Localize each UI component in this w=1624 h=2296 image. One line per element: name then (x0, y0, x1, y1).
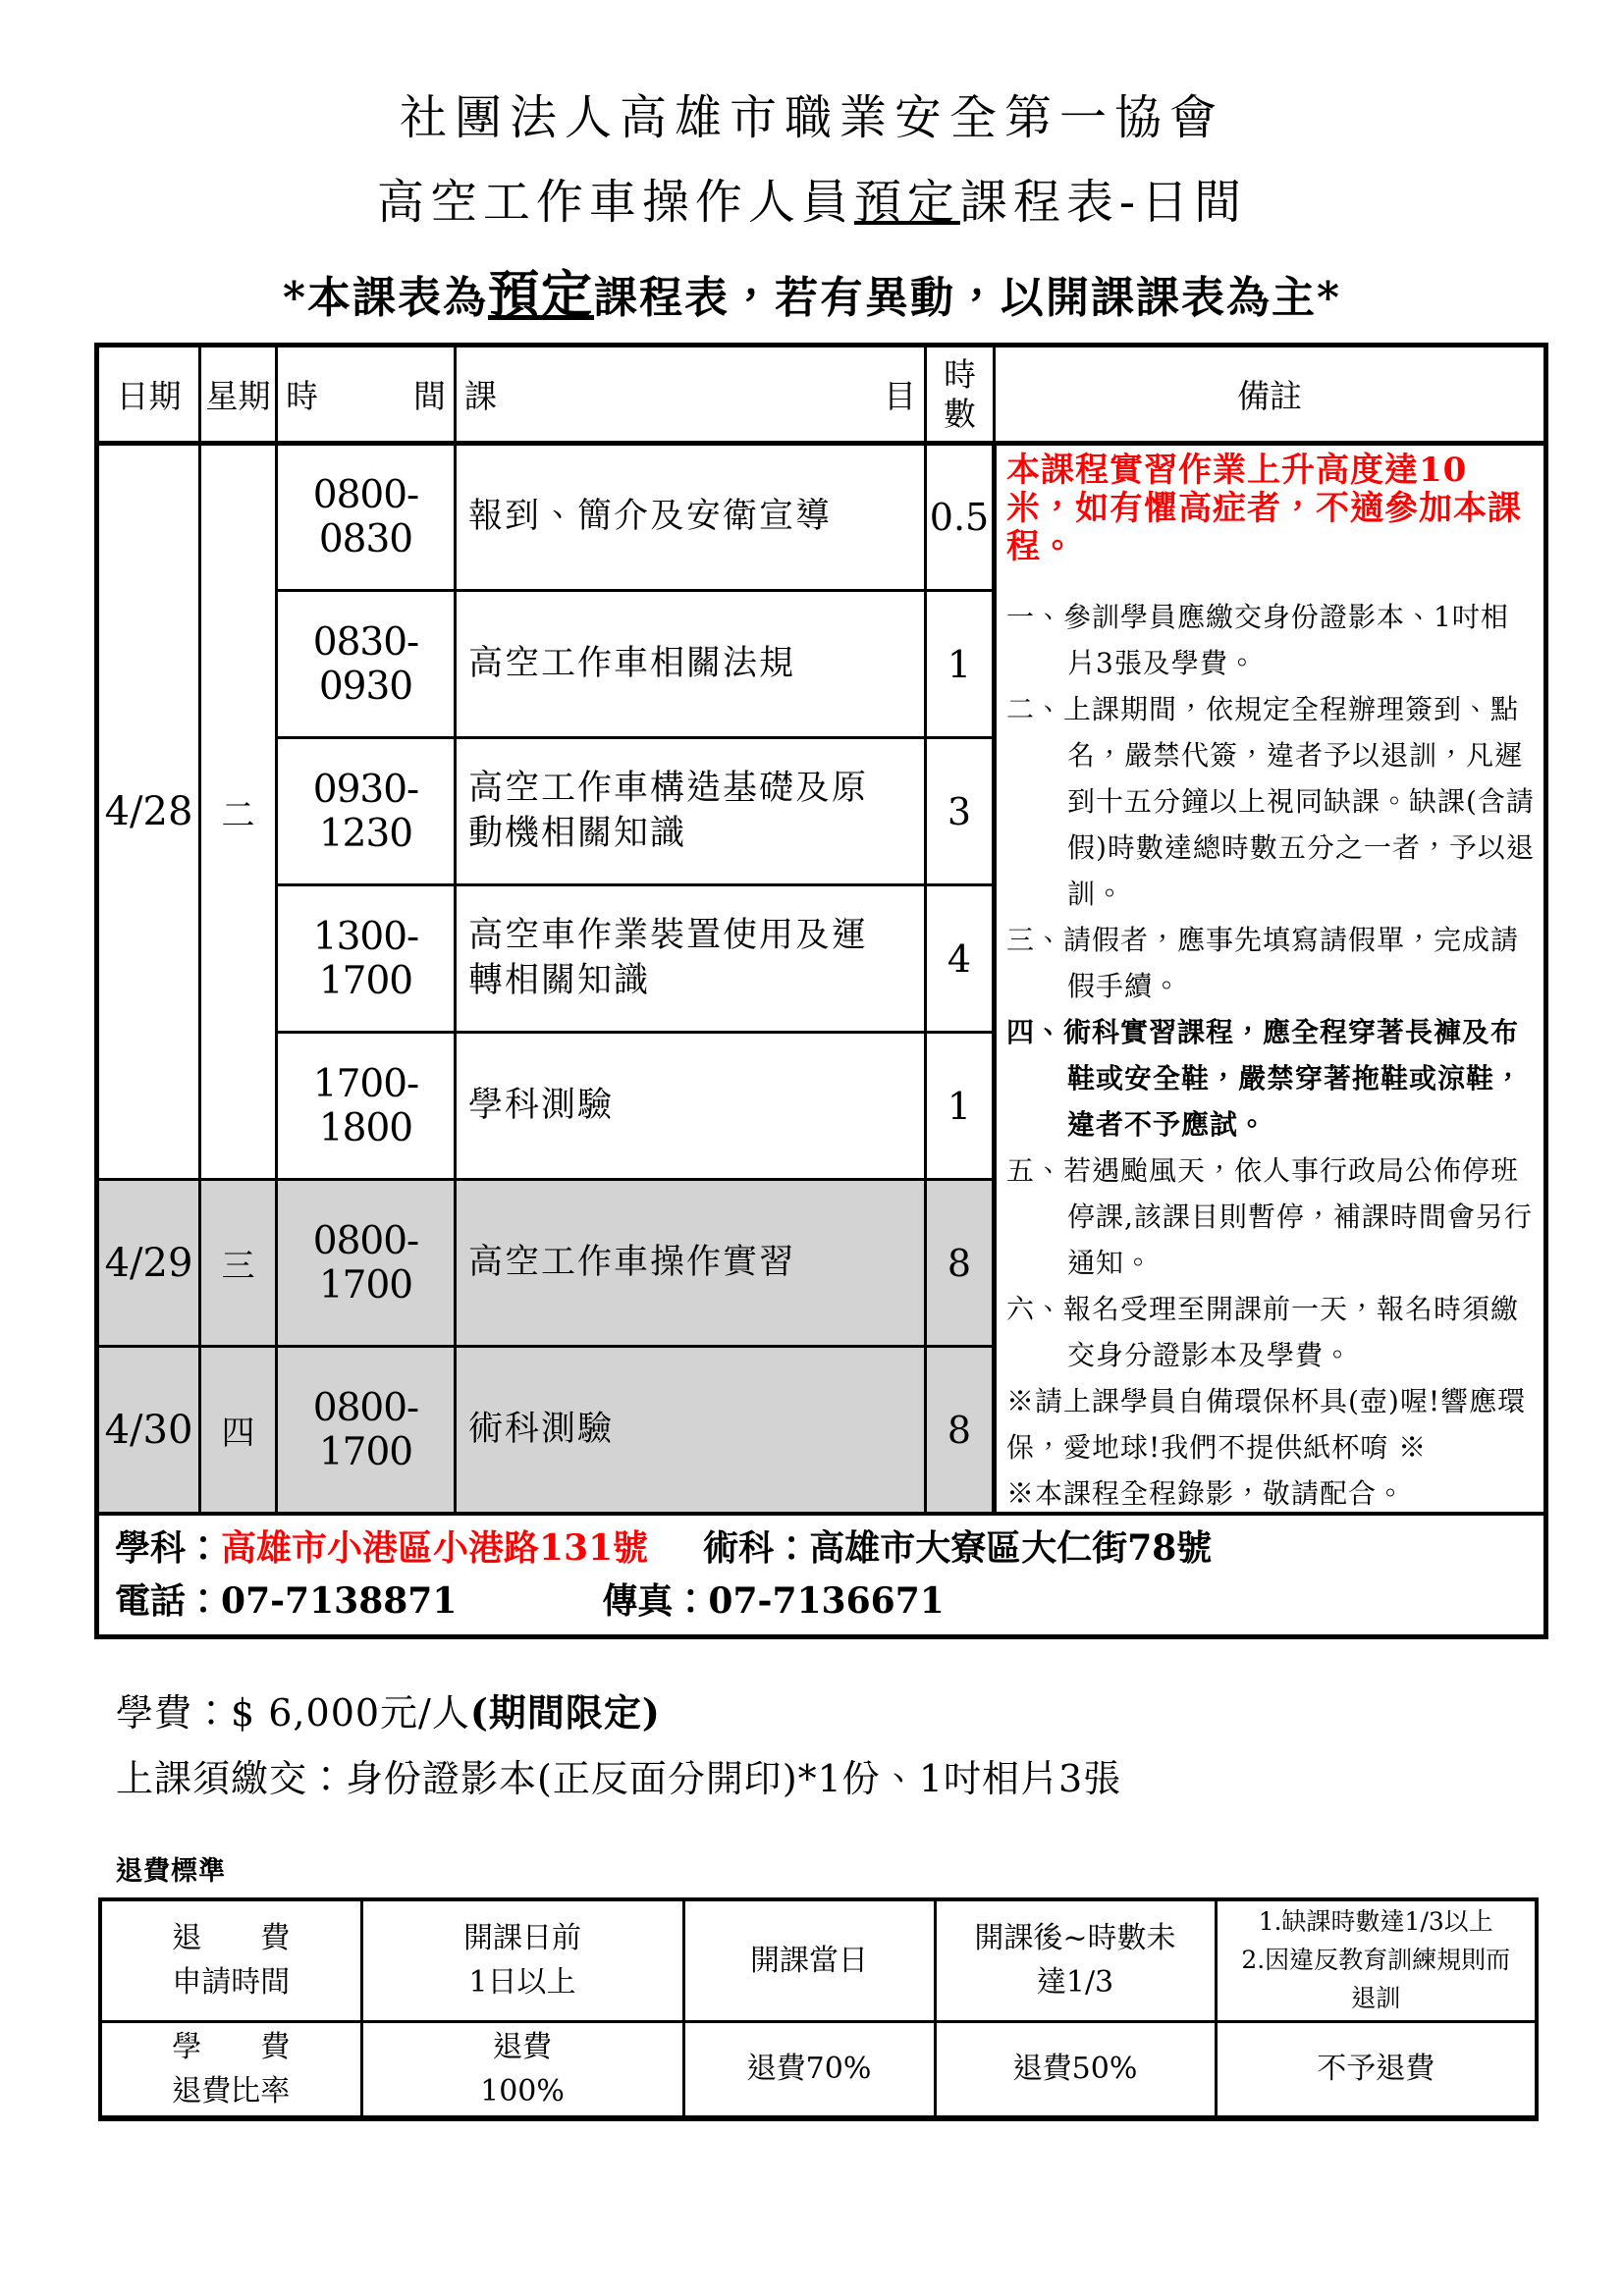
weekday-cell-429: 三 (200, 1180, 277, 1347)
recording-note: ※本課程全程錄影，敬請配合。 (1006, 1477, 1406, 1510)
remark-item-2: 二、上課期間，依規定全程辦理簽到、點名，嚴禁代簽，違者予以退訓，凡遲到十五分鐘以上視同缺課。缺課(含請假)時數達總時數五分之一者，予以退訓。 (1006, 693, 1535, 910)
notice-underlined: 預定 (487, 265, 594, 325)
time-cell: 0800-1700 (277, 1180, 456, 1347)
hours-cell: 0.5 (926, 444, 995, 591)
schedule-header-row (97, 346, 1546, 444)
remark-item-5: 五、若遇颱風天，依人事行政局公佈停班停課,該課目則暫停，補課時間會另行通知。 (1006, 1154, 1533, 1279)
refund-value-row (100, 2022, 1537, 2118)
materials-line: 上課須繳交：身份證影本(正反面分開印)*1份、1吋相片3張 (116, 1756, 1122, 1800)
time-cell: 1700-1800 (277, 1033, 456, 1180)
refund-header-disqualified: 1.缺課時數達1/3以上 2.因違反教育訓練規則而退訓 (1216, 1899, 1537, 2022)
header-date: 日期 (97, 346, 200, 444)
fax-label: 傳真： (602, 1580, 709, 1623)
course-title (0, 175, 1624, 230)
weekday-cell-428: 二 (200, 444, 277, 1180)
fax-number: 07-7136671 (708, 1580, 945, 1623)
notice-suffix: 課程表，若有異動，以開課課表為主* (594, 273, 1342, 323)
theory-label: 學科： (115, 1527, 222, 1570)
subject-cell: 高空工作車相關法規 (456, 591, 926, 738)
hours-cell: 8 (926, 1347, 995, 1514)
height-warning-text: 本課程實習作業上升高度達10米，如有懼高症者，不適參加本課程。 (1006, 452, 1522, 566)
refund-header-same-day: 開課當日 (683, 1899, 935, 2022)
remark-item-6: 六、報名受理至開課前一天，報名時須繳交身分證影本及學費。 (1006, 1293, 1520, 1371)
time-cell: 1300-1700 (277, 885, 456, 1033)
tuition-amount: 學費：$ 6,000元/人 (116, 1690, 470, 1735)
address-footer-row (97, 1514, 1546, 1636)
hours-cell: 8 (926, 1180, 995, 1347)
header-weekday: 星期 (200, 346, 277, 444)
subject-cell: 報到、簡介及安衛宣導 (456, 444, 926, 591)
subject-cell: 學科測驗 (456, 1033, 926, 1180)
hours-cell: 3 (926, 738, 995, 885)
eco-note: ※請上課學員自備環保杯具(壺)喔!響應環保，愛地球!我們不提供紙杯唷 ※ (1006, 1385, 1527, 1464)
refund-ratio-50: 退費50% (935, 2022, 1216, 2118)
date-cell-429: 4/29 (97, 1180, 200, 1347)
subject-cell: 術科測驗 (456, 1347, 926, 1514)
practice-address: 高雄市大寮區大仁街78號 (809, 1527, 1213, 1570)
schedule-row (97, 444, 1546, 591)
course-title-underlined: 預定 (853, 175, 960, 230)
phone-number: 07-7138871 (221, 1580, 458, 1623)
subject-cell: 高空車作業裝置使用及運轉相關知識 (456, 885, 926, 1033)
header-hours: 時 數 (926, 346, 995, 444)
time-cell: 0800-0830 (277, 444, 456, 591)
time-cell: 0930-1230 (277, 738, 456, 885)
refund-header-before-1day: 開課日前 1日以上 (361, 1899, 683, 2022)
phone-line (99, 1575, 1543, 1628)
refund-ratio-label: 學 費 退費比率 (100, 2022, 361, 2118)
theory-address: 高雄市小港區小港路131號 (221, 1527, 649, 1570)
practice-label: 術科： (703, 1527, 810, 1570)
weekday-cell-430: 四 (200, 1347, 277, 1514)
organization-title: 社團法人高雄市職業安全第一協會 (399, 90, 1224, 145)
schedule-notice (0, 267, 1624, 327)
time-cell: 0800-1700 (277, 1347, 456, 1514)
time-cell: 0830-0930 (277, 591, 456, 738)
remark-item-1: 一、參訓學員應繳交身份證影本、1吋相片3張及學費。 (1006, 601, 1509, 679)
hours-cell: 1 (926, 591, 995, 738)
header-remarks: 備註 (995, 346, 1546, 444)
subject-cell: 高空工作車構造基礎及原動機相關知識 (456, 738, 926, 885)
refund-ratio-none: 不予退費 (1216, 2022, 1537, 2118)
refund-header-row (100, 1899, 1537, 2022)
header-time: 時 間 (277, 346, 456, 444)
tuition-limited-note: (期間限定) (469, 1689, 661, 1735)
phone-label: 電話： (115, 1580, 222, 1623)
hours-cell: 1 (926, 1033, 995, 1180)
notice-prefix: *本課表為 (282, 273, 488, 323)
refund-policy-table (98, 1897, 1539, 2121)
refund-ratio-100: 退費 100% (361, 2022, 683, 2118)
remark-item-4: 四、術科實習課程，應全程穿著長褲及布鞋或安全鞋，嚴禁穿著拖鞋或涼鞋，違者不予應試。 (1006, 1016, 1524, 1141)
remark-item-3: 三、請假者，應事先填寫請假單，完成請假手續。 (1006, 924, 1520, 1002)
address-line (99, 1522, 1543, 1575)
remarks-content (1006, 452, 1536, 1512)
course-schedule-table (94, 343, 1548, 1639)
refund-header-application-time: 退 費 申請時間 (100, 1899, 361, 2022)
refund-policy-title: 退費標準 (116, 1855, 226, 1887)
course-title-suffix: 課程表-日間 (959, 175, 1248, 230)
address-footer-cell (97, 1514, 1546, 1636)
course-title-prefix: 高空工作車操作人員 (376, 175, 854, 230)
hours-cell: 4 (926, 885, 995, 1033)
refund-ratio-70: 退費70% (683, 2022, 935, 2118)
refund-header-under-one-third: 開課後~時數未達1/3 (935, 1899, 1216, 2022)
tuition-line (116, 1682, 1624, 1736)
date-cell-430: 4/30 (97, 1347, 200, 1514)
subject-cell: 高空工作車操作實習 (456, 1180, 926, 1347)
date-cell-428: 4/28 (97, 444, 200, 1180)
header-subject: 課 目 (456, 346, 926, 444)
remarks-cell (995, 444, 1546, 1515)
